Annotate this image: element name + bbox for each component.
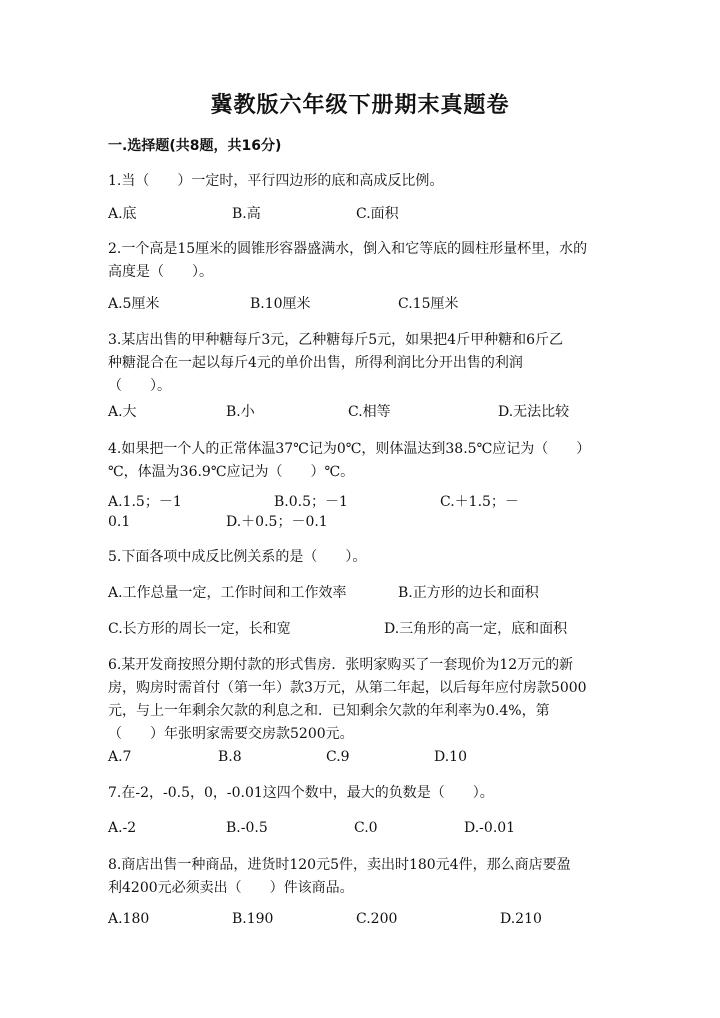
option-b[interactable]: B.190 <box>232 911 274 927</box>
question-8-options <box>108 909 628 929</box>
option-a[interactable]: A.7 <box>108 749 132 765</box>
option-b[interactable]: B.8 <box>218 749 242 765</box>
question-stem-line: 2.一个高是15厘米的圆锥形容器盛满水，倒入和它等底的圆柱形量杯里，水的 <box>108 241 588 257</box>
option-a[interactable]: A.底 <box>108 206 137 222</box>
option-d[interactable]: D.210 <box>500 911 542 927</box>
option-b[interactable]: B.小 <box>226 404 255 420</box>
option-c[interactable]: C.0 <box>354 820 378 836</box>
question-3-options <box>108 402 628 422</box>
question-7 <box>108 782 613 805</box>
question-8 <box>108 854 613 900</box>
question-stem: 5.下面各项中成反比例关系的是（ ）。 <box>108 549 367 565</box>
option-c[interactable]: C.200 <box>356 911 398 927</box>
option-b[interactable]: B.0.5；－1 <box>274 494 348 510</box>
question-stem-line: （ ）年张明家需要交房款5200元。 <box>108 726 354 742</box>
question-5-options-row1 <box>108 583 628 603</box>
question-4-options-row2 <box>108 512 628 532</box>
option-d[interactable]: D.10 <box>434 749 467 765</box>
question-5 <box>108 546 613 569</box>
option-a[interactable]: A.工作总量一定，工作时间和工作效率 <box>108 585 347 601</box>
question-3 <box>108 329 613 398</box>
page-title: 冀教版六年级下册期末真题卷 <box>210 93 510 118</box>
option-a[interactable]: A.大 <box>108 404 137 420</box>
option-c[interactable]: C.15厘米 <box>398 296 459 312</box>
question-2-options <box>108 294 628 314</box>
option-d[interactable]: D.三角形的高一定，底和面积 <box>384 621 568 637</box>
option-c[interactable]: C.面积 <box>356 206 399 222</box>
question-4 <box>108 438 613 484</box>
option-b[interactable]: B.正方形的边长和面积 <box>398 585 539 601</box>
option-a[interactable]: A.1.5；－1 <box>108 494 182 510</box>
option-a[interactable]: A.-2 <box>108 820 137 836</box>
option-d[interactable]: D.无法比较 <box>498 404 570 420</box>
option-c[interactable]: C.9 <box>326 749 350 765</box>
question-2 <box>108 238 613 284</box>
question-stem-line: 元，与上一年剩余欠款的利息之和．已知剩余欠款的年利率为0.4%，第 <box>108 703 550 719</box>
question-1 <box>108 170 613 193</box>
option-b[interactable]: B.-0.5 <box>226 820 268 836</box>
option-d[interactable]: D.＋0.5；－0.1 <box>226 514 328 530</box>
question-stem-line: 4.如果把一个人的正常体温37℃记为0℃，则体温达到38.5℃应记为（ ） <box>108 441 591 457</box>
option-b[interactable]: B.10厘米 <box>250 296 311 312</box>
question-stem-line: （ ）。 <box>108 378 171 394</box>
option-a[interactable]: A.5厘米 <box>108 296 160 312</box>
question-5-options-row2 <box>108 619 628 639</box>
question-stem-line: ℃，体温为36.9℃应记为（ ）℃。 <box>108 464 355 480</box>
question-stem-line: 8.商店出售一种商品，进货时120元5件，卖出时180元4件，那么商店要盈 <box>108 857 571 873</box>
question-1-options <box>108 204 628 224</box>
question-7-options <box>108 818 628 838</box>
option-c-continued: 0.1 <box>108 514 131 530</box>
question-stem: 1.当（ ）一定时，平行四边形的底和高成反比例。 <box>108 173 444 189</box>
question-stem-line: 高度是（ ）。 <box>108 264 213 280</box>
question-6-options <box>108 747 628 767</box>
option-c[interactable]: C.＋1.5；－ <box>440 494 519 510</box>
question-stem-line: 种糖混合在一起以每斤4元的单价出售，所得利润比分开出售的利润 <box>108 355 523 371</box>
question-4-options-row1 <box>108 492 628 512</box>
section-heading: 一.选择题(共8题，共16分) <box>108 138 282 154</box>
option-c[interactable]: C.长方形的周长一定，长和宽 <box>108 621 291 637</box>
question-stem-line: 利4200元必须卖出（ ）件该商品。 <box>108 880 354 896</box>
question-stem-line: 6.某开发商按照分期付款的形式售房．张明家购买了一套现价为12万元的新 <box>108 657 574 673</box>
option-a[interactable]: A.180 <box>108 911 150 927</box>
question-stem-line: 3.某店出售的甲种糖每斤3元，乙种糖每斤5元，如果把4斤甲种糖和6斤乙 <box>108 332 563 348</box>
option-c[interactable]: C.相等 <box>348 404 391 420</box>
option-d[interactable]: D.-0.01 <box>464 820 516 836</box>
question-stem-line: 房，购房时需首付（第一年）款3万元，从第二年起，以后每年应付房款5000 <box>108 680 587 696</box>
question-stem: 7.在-2，-0.5，0，-0.01这四个数中，最大的负数是（ ）。 <box>108 785 494 801</box>
question-6 <box>108 654 613 746</box>
option-b[interactable]: B.高 <box>232 206 261 222</box>
